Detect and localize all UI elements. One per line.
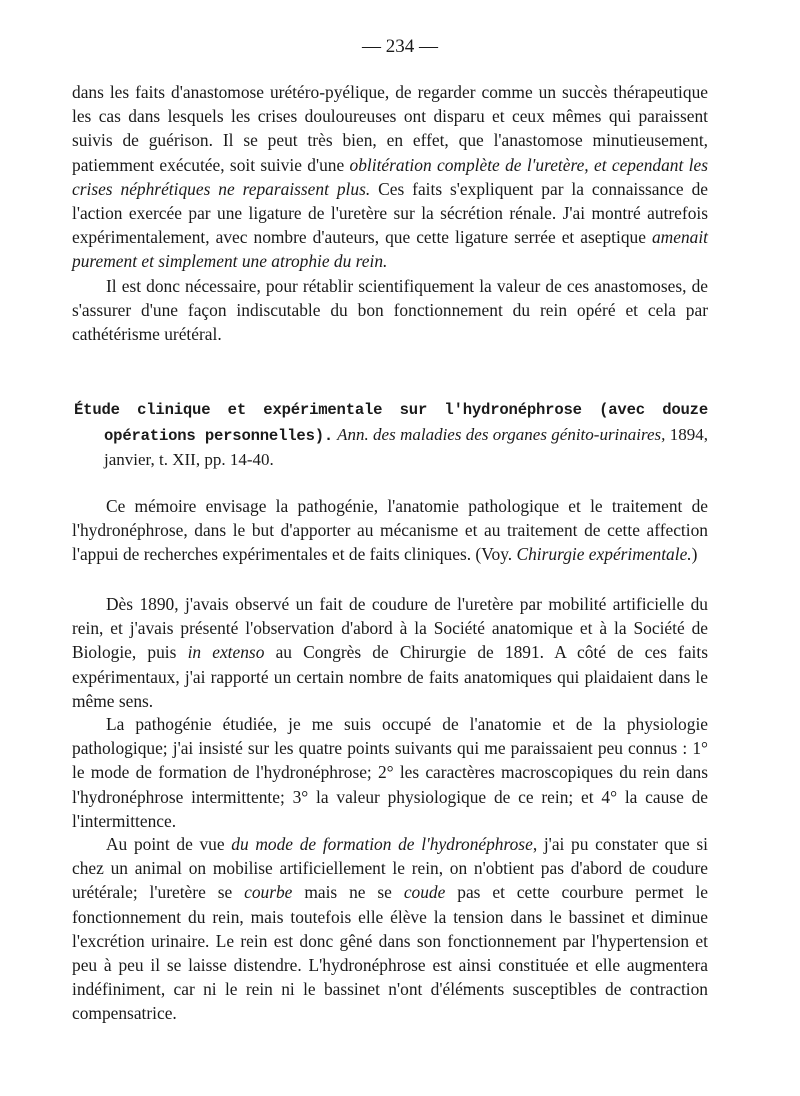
text-run: pas et cette courbure permet le fonctionnement du rein, mais toutefois elle élève la tension dans le bassinet et diminue l'excrétion urinaire. Le rein est donc gêné dans son fonctionnement par l'hypertension et peu à peu il se laisse distendre. L'hydronéphrose est ainsi constituée et elle augmentera indéfiniment, car ni le rein ni le bassinet n'ont d'éléments susceptibles de contraction compensatrice. (72, 882, 708, 1024)
text-run: ) (691, 544, 698, 565)
paragraph-memoire (72, 494, 708, 567)
paragraph-anastomose (72, 80, 708, 274)
italic-run: oblitération complète de l'uretère, et cependant les crises néphrétiques ne reparaissent plus. (72, 154, 708, 199)
reference-title: Étude clinique et expérimentale sur l'hydronéphrose (avec douze opérations personnelles). (74, 401, 708, 445)
paragraph-formation (72, 832, 708, 1026)
italic-run: amenait purement et simplement une atrophie du rein. (72, 227, 708, 272)
italic-run: Chirurgie expérimentale. (516, 544, 692, 565)
italic-run: du mode de formation de l'hydronéphrose (231, 834, 533, 854)
paragraph-1890 (72, 592, 708, 713)
text-run: au Congrès de Chirurgie de 1891. A côté de ces faits expérimentaux, j'ai rapporté un certain nombre de faits anatomiques qui plaidaient dans le même sens. (72, 642, 708, 711)
bibliographic-reference (74, 397, 708, 473)
paragraph-necessity: Il est donc nécessaire, pour rétablir scientifiquement la valeur de ces anastomoses, de s'assurer d'une façon indiscutable du bon fonctionnement du rein opéré et cela par cathétérisme urétéral. (72, 276, 708, 345)
paragraph-pathogenie: La pathogénie étudiée, je me suis occupé de l'anatomie et de la physiologie pathologique; j'ai insisté sur les quatre points suivants qui me paraissaient peu connus : 1° le mode de formation de l'hydronéphrose; 2° les caractères macroscopiques du rein dans l'hydronéphrose intermittente; 3° la valeur physiologique de ce rein; et 4° la cause de l'intermittence. (72, 714, 708, 831)
reference-details: 1894, janvier, t. XII, pp. 14-40. (104, 424, 708, 469)
text-run: , j'ai pu constater que si chez un animal on mobilise artificiellement le rein, on n'obtient pas d'abord de coudure urétérale; l'uretère se (72, 834, 708, 903)
text-run: mais ne se (292, 882, 404, 903)
text-run: Au point de vue (106, 834, 232, 854)
text-run: Ce mémoire envisage la pathogénie, l'anatomie pathologique et le traitement de l'hydronéphrose, dans le but d'apporter au mécanisme et au traitement de cette affection l'appui de recherches expérimentales et de faits cliniques. (Voy. (72, 496, 708, 565)
text-run: Ces faits s'expliquent par la connaissance de l'action exercée par une ligature de l'uretère sur la sécrétion rénale. J'ai montré autrefois expérimentalement, avec nombre d'auteurs, que cette ligature serrée et aseptique (72, 178, 708, 248)
italic-run: in extenso (187, 642, 265, 663)
text-run: Dès 1890, j'avais observé un fait de coudure de l'uretère par mobilité artificielle du rein, et j'avais présenté l'observation d'abord à la Société anatomique et à la Société de Biologie, puis (72, 594, 708, 663)
reference-journal: Ann. des maladies des organes génito-urinaires, (333, 424, 666, 444)
text-run: dans les faits d'anastomose urétéro-pyélique, de regarder comme un succès thérapeutique les cas dans lesquels les crises douloureuses ont disparu et ceux mêmes qui paraissent suivis de guérison. Il se peut très bien, en effet, que l'anastomose minutieusement, patiemment exécutée, soit suivie d'une (72, 82, 708, 175)
italic-run: courbe (244, 882, 293, 903)
page-number: — 234 — (362, 36, 438, 57)
italic-run: coude (403, 882, 446, 903)
